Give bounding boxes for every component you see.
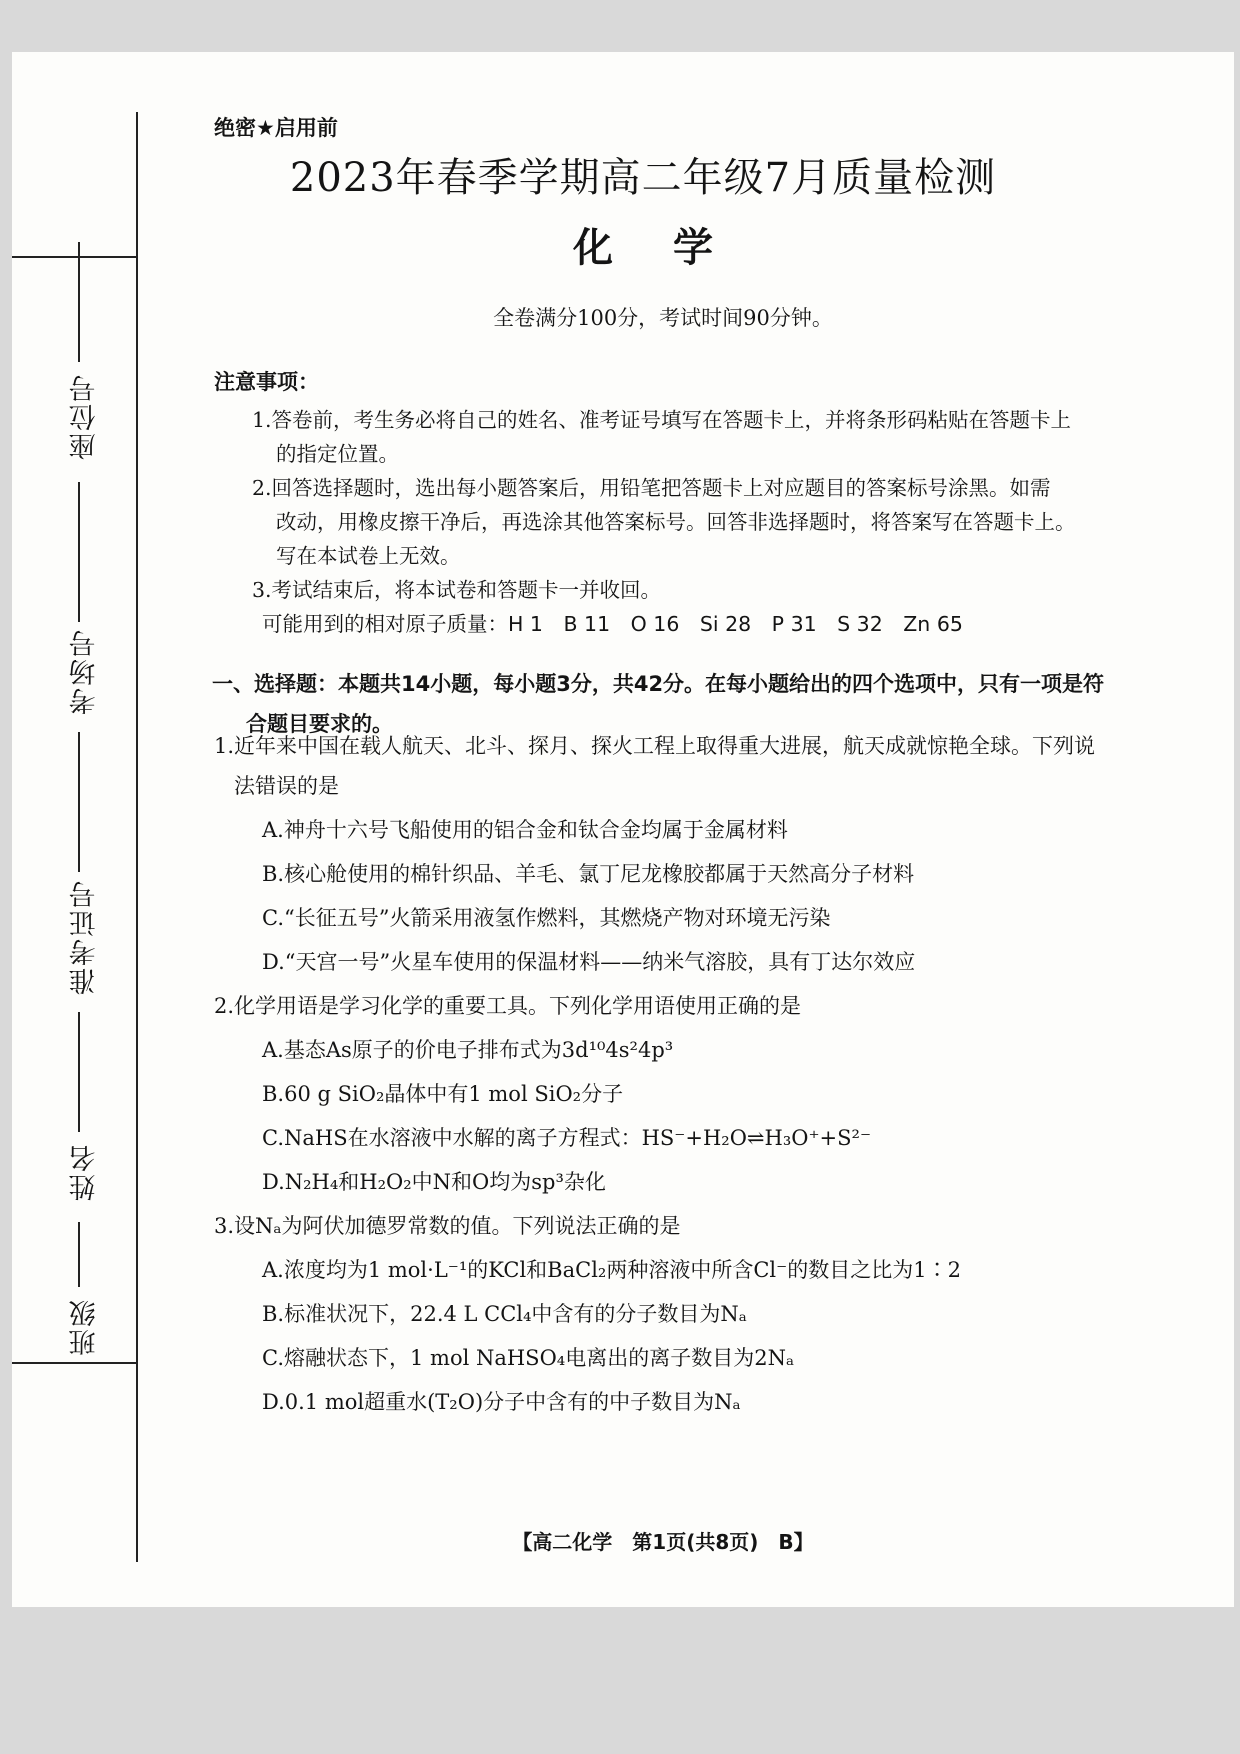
- subject-title: 化学: [573, 225, 773, 271]
- question-2-option-a: A.基态As原子的价电子排布式为3d¹⁰4s²4p³: [262, 1038, 674, 1062]
- score-time-info: 全卷满分100分，考试时间90分钟。: [493, 306, 833, 330]
- question-2-option-b: B.60 g SiO₂晶体中有1 mol SiO₂分子: [262, 1082, 624, 1106]
- admission-number-field: [50, 872, 120, 1002]
- question-3-stem: 3.设Nₐ为阿伏加德罗常数的值。下列说法正确的是: [214, 1214, 681, 1238]
- class-label: 班级: [69, 1298, 101, 1356]
- class-field: [50, 1287, 120, 1367]
- name-field: [50, 1132, 120, 1212]
- admission-number-blank: [78, 732, 80, 872]
- section-1-heading-line-2: 合题目要求的。: [246, 712, 393, 736]
- notes-title: 注意事项：: [214, 370, 319, 394]
- question-3-option-b: B.标准状况下，22.4 L CCl₄中含有的分子数目为Nₐ: [262, 1302, 747, 1326]
- question-1-stem: [214, 726, 1144, 806]
- note-2-line-1: 2.回答选择题时，选出每小题答案后，用铅笔把答题卡上对应题目的答案标号涂黑。如需: [252, 476, 1051, 500]
- exam-sheet: [12, 52, 1234, 1607]
- note-3-line-1: 3.考试结束后，将本试卷和答题卡一并收回。: [252, 578, 662, 602]
- note-1-line-1: 1.答卷前，考生务必将自己的姓名、准考证号填写在答题卡上，并将条形码粘贴在答题卡上: [252, 408, 1072, 432]
- name-label: 姓名: [69, 1143, 101, 1201]
- question-1-option-c: C.“长征五号”火箭采用液氢作燃料，其燃烧产物对环境无污染: [262, 906, 831, 930]
- note-2-line-3: 写在本试卷上无效。: [276, 544, 461, 568]
- question-1-option-b: B.核心舱使用的棉针织品、羊毛、氯丁尼龙橡胶都属于天然高分子材料: [262, 862, 915, 886]
- question-2-stem: 2.化学用语是学习化学的重要工具。下列化学用语使用正确的是: [214, 994, 802, 1018]
- question-1-stem-line-1: 1.近年来中国在载人航天、北斗、探月、探火工程上取得重大进展，航天成就惊艳全球。下列说: [214, 734, 1096, 758]
- question-2-option-d: D.N₂H₄和H₂O₂中N和O均为sp³杂化: [262, 1170, 606, 1194]
- name-blank: [78, 1012, 80, 1132]
- question-1-stem-line-2: 法错误的是: [234, 774, 339, 798]
- section-1-heading-line-1: 一、选择题：本题共14小题，每小题3分，共42分。在每小题给出的四个选项中，只有一项是符: [212, 672, 1105, 696]
- seat-number-field: [50, 362, 120, 472]
- question-2-option-c: C.NaHS在水溶液中水解的离子方程式：HS⁻+H₂O⇌H₃O⁺+S²⁻: [262, 1126, 872, 1150]
- exam-room-label: 考场号: [69, 628, 101, 716]
- question-3-option-d: D.0.1 mol超重水(T₂O)分子中含有的中子数目为Nₐ: [262, 1390, 741, 1414]
- note-2-line-2: 改动，用橡皮擦干净后，再选涂其他答案标号。回答非选择题时，将答案写在答题卡上。: [276, 510, 1076, 534]
- seat-number-label: 座位号: [69, 373, 101, 461]
- question-3-option-c: C.熔融状态下，1 mol NaHSO₄电离出的离子数目为2Nₐ: [262, 1346, 795, 1370]
- note-1-line-2: 的指定位置。: [276, 442, 399, 466]
- exam-title: 2023年春季学期高二年级7月质量检测: [289, 155, 997, 201]
- admission-number-label: 准考证号: [69, 879, 101, 995]
- question-3-option-a: A.浓度均为1 mol·L⁻¹的KCl和BaCl₂两种溶液中所含Cl⁻的数目之比为1∶2: [262, 1258, 961, 1282]
- exam-room-blank: [78, 482, 80, 622]
- question-1-option-a: A.神舟十六号飞船使用的铝合金和钛合金均属于金属材料: [262, 818, 788, 842]
- class-blank: [78, 1222, 80, 1287]
- atomic-mass-info: 可能用到的相对原子质量：H 1 B 11 O 16 Si 28 P 31 S 32 Zn 65: [262, 612, 963, 636]
- page-footer: 【高二化学 第1页(共8页) B】: [512, 1530, 814, 1554]
- exam-room-field: [50, 622, 120, 722]
- question-1-option-d: D.“天宫一号”火星车使用的保温材料——纳米气溶胶，具有丁达尔效应: [262, 950, 916, 974]
- confidential-mark: 绝密★启用前: [214, 116, 338, 140]
